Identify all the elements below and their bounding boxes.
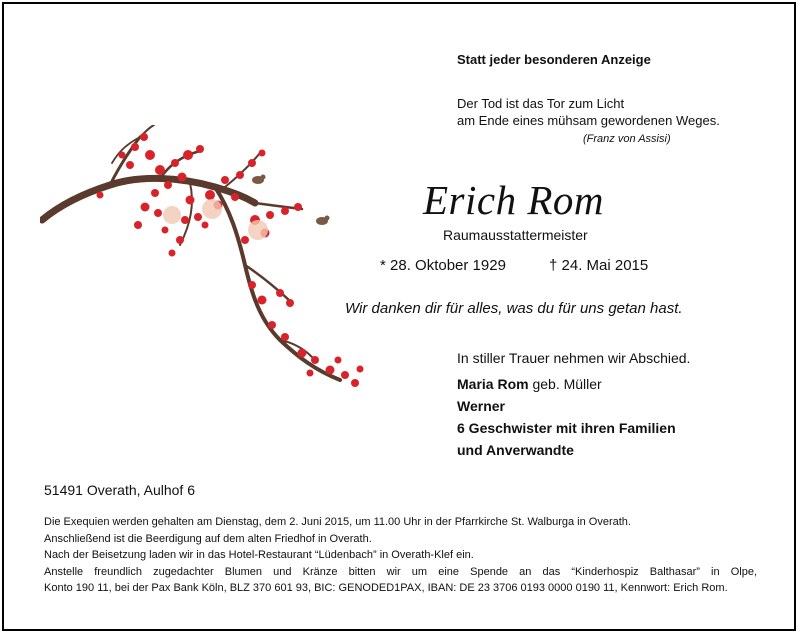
mourner-name: Maria Rom [457,376,529,392]
mourner-line [457,376,602,392]
service-notes [44,514,757,597]
note-line: Konto 190 11, bei der Pax Bank Köln, BLZ 370 601 93, BIC: GENODED1PAX, IBAN: DE 23 3706 0193 0000 0190 11, Kennwort: Erich Rom. [44,582,728,594]
note-line: Die Exequien werden gehalten am Dienstag, dem 2. Juni 2015, um 11.00 Uhr in der Pfarrkirche St. Walburga in Overath. [44,516,631,528]
quote-line: am Ende eines mühsam gewordenen Weges. [457,113,720,128]
mourner-name: Werner [457,398,505,414]
cherry-blossom-branch-icon [40,125,370,400]
quote-line: Der Tod ist das Tor zum Licht [457,96,625,111]
mourner-name: 6 Geschwister mit ihren Familien [457,420,676,436]
deceased-name: Erich Rom [423,177,604,223]
note-line: Anschließend ist die Beerdigung auf dem alten Friedhof in Overath. [44,532,372,545]
mourner-name: und Anverwandte [457,442,574,458]
mourner-line [457,442,574,458]
notice-header: Statt jeder besonderen Anzeige [457,52,651,67]
mourner-line [457,398,505,414]
death-date: † 24. Mai 2015 [549,257,649,274]
mourning-intro: In stiller Trauer nehmen wir Abschied. [457,350,691,366]
note-line: Anstelle freundlich zugedachter Blumen und Kränze bitten wir um eine Spende an das “Kinderhospiz Balthasar” in Olpe, [44,565,757,578]
mourner-line [457,420,676,436]
thanks-line: Wir danken dir für alles, was du für uns getan hast. [345,300,683,317]
address: 51491 Overath, Aulhof 6 [44,482,195,498]
birth-date: * 28. Oktober 1929 [380,257,506,274]
mourner-suffix: geb. Müller [528,376,602,392]
note-line: Nach der Beisetzung laden wir in das Hotel-Restaurant “Lüdenbach” in Overath-Klef ein. [44,549,474,561]
profession: Raumausstattermeister [443,227,588,243]
quote-author: (Franz von Assisi) [583,133,671,145]
